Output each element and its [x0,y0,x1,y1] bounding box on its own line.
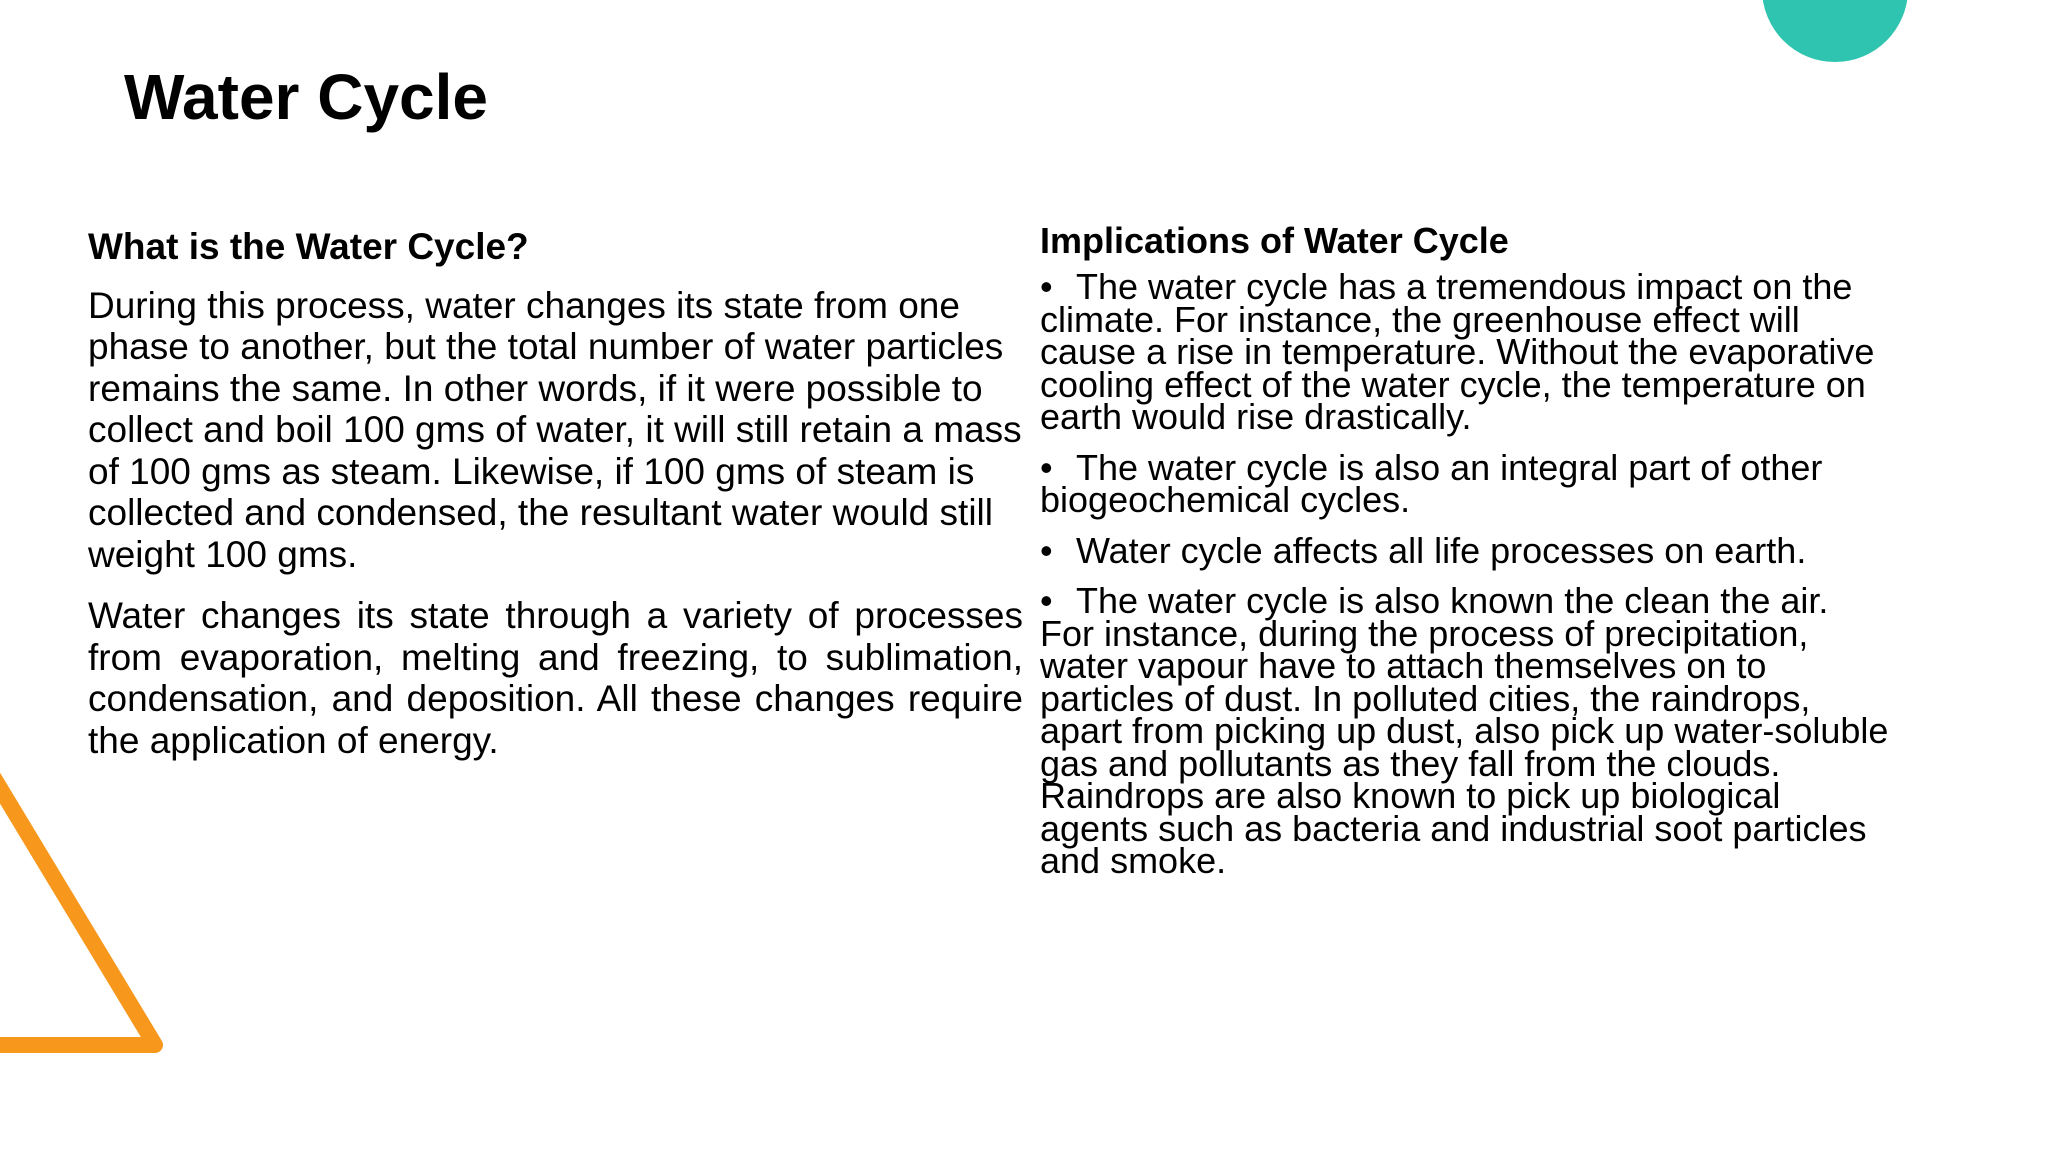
bullet-text: Water cycle affects all life processes on earth. [1076,529,1807,571]
teal-circle-decoration [1762,0,1908,62]
bullet-text: The water cycle is also known the clean the air. For instance, during the process of precipitation, water vapour have to attach themselves on to particles of dust. In polluted cities, the raindrops, apart from picking up dust, also pick up water-soluble gas and pollutants as they fall from the clouds. Raindrops are also known to pick up biological agents such as bacteria and industrial soot particles and smoke. [1040,580,1889,882]
left-heading: What is the Water Cycle? [88,226,529,267]
bullet-icon: • [1040,446,1053,488]
left-column [88,226,1023,781]
slide-title: Water Cycle [124,61,488,133]
bullet-text: The water cycle has a tremendous impact on the climate. For instance, the greenhouse effect will cause a rise in temperature. Without the evaporative cooling effect of the water cycle, the temperature on earth would rise drastically. [1040,266,1875,438]
bullet-item [1040,266,1890,438]
bullet-icon: • [1040,266,1053,308]
bullet-item [1040,580,1890,882]
bullet-icon: • [1040,580,1053,622]
bullet-item [1040,529,1890,571]
bullet-text: The water cycle is also an integral part of other biogeochemical cycles. [1040,446,1823,521]
right-column [1040,220,1890,896]
bullet-icon: • [1040,529,1053,571]
left-paragraph-1: During this process, water changes its state from one phase to another, but the total number of water particles remains the same. In other words, if it were possible to collect and boil 100 gms of water, it will still retain a mass of 100 gms as steam. Likewise, if 100 gms of steam is collected and condensed, the resultant water would still weight 100 gms. [88,284,1022,575]
orange-triangle-decoration [0,740,180,1070]
right-heading: Implications of Water Cycle [1040,220,1509,261]
bullet-item [1040,446,1890,521]
left-paragraph-2: Water changes its state through a variety of processes from evaporation, melting and freezing, to sublimation, condensation, and deposition. All these changes require the application of energy. [88,595,1023,761]
